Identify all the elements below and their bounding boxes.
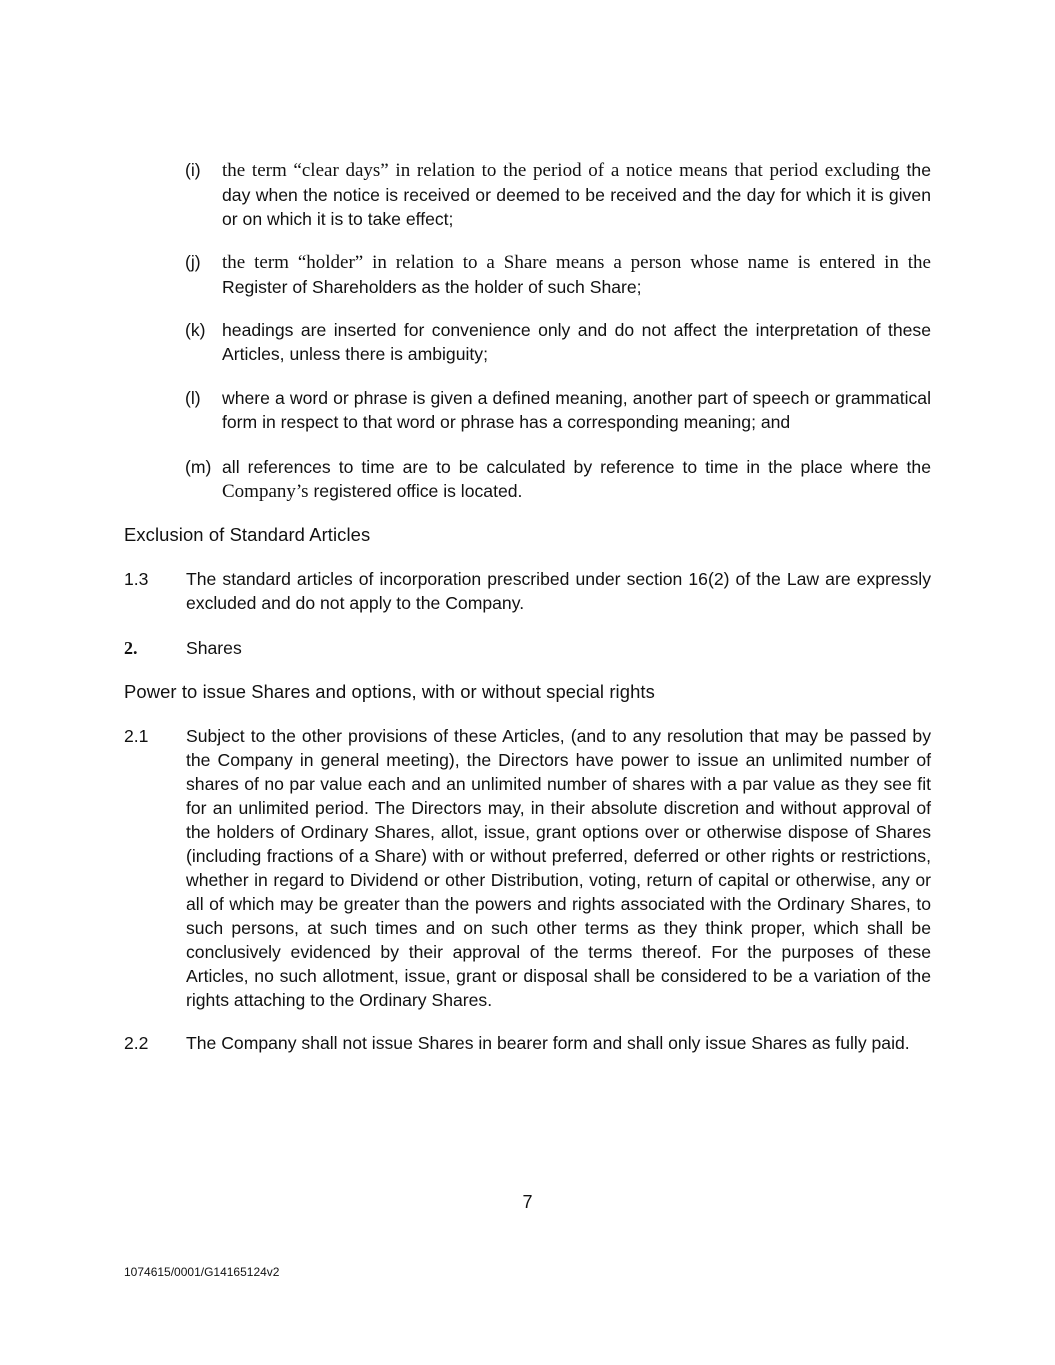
heading-exclusion: Exclusion of Standard Articles — [124, 524, 371, 545]
item-label: (i) — [185, 160, 201, 180]
clause-2-2 — [124, 1031, 931, 1055]
page-number: 7 — [522, 1192, 533, 1212]
clause-2-1 — [124, 724, 931, 1012]
definition-j — [185, 250, 931, 299]
item-text-rest: Register of Shareholders as the holder of such Share; — [222, 277, 642, 297]
heading-power: Power to issue Shares and options, with or without special rights — [124, 681, 655, 702]
section-number: 2. — [124, 638, 138, 658]
clause-text: The Company shall not issue Shares in bearer form and shall only issue Shares as fully paid. — [186, 1033, 910, 1053]
item-text: headings are inserted for convenience only and do not affect the interpretation of these Articles, unless there is ambiguity; — [222, 320, 931, 364]
document-reference: 1074615/0001/G14165124v2 — [124, 1265, 280, 1279]
item-text — [222, 455, 931, 504]
clause-label: 1.3 — [124, 569, 149, 589]
section-title: Shares — [186, 638, 242, 658]
clause-text: Subject to the other provisions of these Articles, (and to any resolution that may be passed by the Company in general meeting), the Directors have power to issue an unlimited number of shares of no par value each and an unlimited number of shares with a par value as they see fit for an unlimited period. The Directors may, in their absolute discretion and without approval of the holders of Ordinary Shares, allot, issue, grant options over or otherwise dispose of Shares (including fractions of a Share) with or without preferred, deferred or other rights or restrictions, whether in regard to Dividend or other Distribution, voting, return of capital or otherwise, any or all of which may be greater than the powers and rights associated with the Ordinary Shares, to such persons, at such times and on such other terms as they think proper, which shall be conclusively evidenced by their approval of the terms thereof. For the purposes of these Articles, no such allotment, issue, grant or disposal shall be considered to be a variation of the rights attaching to the Ordinary Shares. — [186, 726, 931, 1010]
clause-label: 2.1 — [124, 726, 149, 746]
clause-1-3 — [124, 567, 931, 615]
item-text: where a word or phrase is given a defined meaning, another part of speech or grammatical form in respect to that word or phrase has a corresponding meaning; and — [222, 388, 931, 432]
definition-i — [185, 158, 931, 231]
item-text-tail: registered office is located. — [313, 481, 523, 501]
definition-l — [185, 386, 931, 434]
item-text-serif: Company’s — [222, 481, 309, 502]
definition-m — [185, 455, 931, 504]
definition-k — [185, 318, 931, 366]
clause-label: 2.2 — [124, 1033, 149, 1053]
item-text-rest: the day when the notice is received or deemed to be received and the day for which it is given or on which it is to take effect; — [222, 160, 931, 229]
clause-text: The standard articles of incorporation prescribed under section 16(2) of the Law are expressly excluded and do not apply to the Company. — [186, 569, 931, 613]
item-text — [222, 158, 931, 231]
item-text-lead: all references to time are to be calculated by reference to time in the place where the — [222, 457, 931, 477]
item-text-serif: the term “holder” in relation to a Share means a person whose name is entered in the — [222, 252, 931, 273]
item-label: (l) — [185, 388, 201, 408]
item-label: (k) — [185, 320, 206, 340]
item-text — [222, 250, 931, 299]
item-label: (j) — [185, 252, 201, 272]
item-text-serif: the term “clear days” in relation to the period of a notice means that period excluding — [222, 160, 900, 181]
item-label: (m) — [185, 457, 212, 477]
